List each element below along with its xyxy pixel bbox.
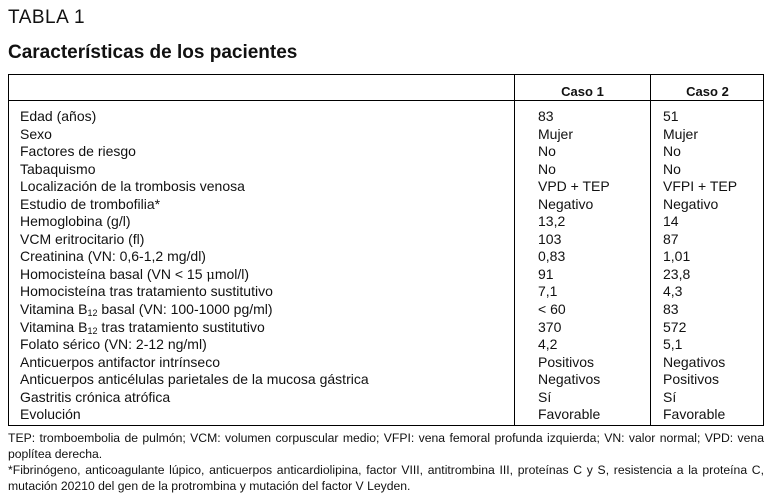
column-header-case1: Caso 1	[561, 84, 604, 99]
table-row	[9, 406, 763, 424]
table-row	[9, 108, 763, 126]
row-label: Homocisteína tras tratamiento sustitutivo	[20, 283, 273, 300]
case2-value: 1,01	[663, 248, 691, 265]
row-label: Edad (años)	[20, 108, 97, 124]
case2-value: 5,1	[663, 336, 683, 353]
table-label: TABLA 1	[8, 7, 86, 28]
row-label: Localización de la trombosis venosa	[20, 178, 245, 195]
table-row	[9, 319, 763, 337]
case2-value: No	[663, 160, 681, 177]
case1-value: Sí	[538, 388, 552, 405]
case2-value: 23,8	[663, 265, 691, 282]
case1-value: No	[538, 160, 556, 177]
case1-value: < 60	[538, 301, 566, 318]
table-row	[9, 371, 763, 389]
case2-value: 572	[663, 318, 687, 335]
patient-table	[8, 74, 764, 426]
case1-value: 370	[538, 318, 562, 335]
footnote-thrombophilia: *Fibrinógeno, anticoagulante lúpico, anticuerpos anticardiolipina, factor VIII, antitrombina III, proteínas C y S, resistencia a la proteína C, mutación 20210 del gen de la protrombina y mutación del factor V Leyden.	[8, 463, 764, 493]
table-row	[9, 178, 763, 196]
table-row	[9, 248, 763, 266]
case1-value: 103	[538, 230, 562, 247]
case2-value: VFPI + TEP	[663, 178, 738, 195]
case2-value: 4,3	[663, 283, 683, 300]
column-header-case2: Caso 2	[686, 84, 729, 99]
case2-value: Mujer	[663, 125, 699, 142]
row-label: Gastritis crónica atrófica	[20, 388, 171, 405]
row-label: Folato sérico (VN: 2-12 ng/ml)	[20, 336, 207, 353]
case1-value: Negativos	[538, 371, 601, 388]
table-body	[9, 108, 763, 424]
case2-value: Sí	[663, 388, 677, 405]
case1-value: 83	[538, 108, 554, 124]
row-label: Evolución	[20, 406, 81, 423]
case2-value: 83	[663, 301, 679, 318]
table-row	[9, 266, 763, 284]
row-label: Hemoglobina (g/l)	[20, 213, 131, 230]
table-row	[9, 231, 763, 249]
table-row	[9, 213, 763, 231]
row-label: Factores de riesgo	[20, 143, 136, 160]
table-row	[9, 126, 763, 144]
table-row	[9, 161, 763, 179]
row-label: Estudio de trombofilia*	[20, 195, 161, 212]
case1-value: Favorable	[538, 406, 601, 423]
row-label: Tabaquismo	[20, 160, 96, 177]
table-row	[9, 336, 763, 354]
case1-value: 0,83	[538, 248, 566, 265]
table-row	[9, 196, 763, 214]
case1-value: 7,1	[538, 283, 558, 300]
row-label: Vitamina $B_{12}$ basal (VN: 100-1000 pg/ml)	[20, 301, 273, 319]
row-label: Sexo	[20, 125, 52, 142]
table-row	[9, 283, 763, 301]
case2-value: Positivos	[663, 371, 720, 388]
case1-value: 4,2	[538, 336, 558, 353]
case2-value: Negativos	[663, 353, 726, 370]
case1-value: Positivos	[538, 353, 595, 370]
table-row	[9, 389, 763, 407]
case1-value: Mujer	[538, 125, 574, 142]
table-row	[9, 143, 763, 161]
case2-value: Favorable	[663, 406, 726, 423]
table-row	[9, 301, 763, 319]
row-label: Vitamina $B_{12}$ tras tratamiento sustitutivo	[20, 318, 265, 336]
case1-value: No	[538, 143, 556, 160]
case2-value: 87	[663, 230, 679, 247]
header-divider	[9, 100, 763, 101]
case1-value: VPD + TEP	[538, 178, 610, 195]
row-label: Creatinina (VN: 0,6-1,2 mg/dl)	[20, 248, 206, 265]
row-label: Homocisteína basal (VN < 15 μmol/l)	[20, 265, 250, 283]
footnote-abbreviations: TEP: tromboembolia de pulmón; VCM: volumen corpuscular medio; VFPI: vena femoral profunda izquierda; VN: valor normal; VPD: vena poplítea derecha.	[8, 431, 764, 461]
case2-value: Negativo	[663, 195, 719, 212]
table-row	[9, 354, 763, 372]
case1-value: Negativo	[538, 195, 594, 212]
row-label: Anticuerpos antifactor intrínseco	[20, 353, 220, 370]
table-footnotes	[8, 430, 764, 494]
case2-value: No	[663, 143, 681, 160]
row-label: Anticuerpos anticélulas parietales de la mucosa gástrica	[20, 371, 369, 388]
case1-value: 91	[538, 265, 554, 282]
case2-value: 51	[663, 108, 679, 124]
table-title: Características de los pacientes	[8, 42, 298, 63]
row-label: VCM eritrocitario (fl)	[20, 230, 145, 247]
case2-value: 14	[663, 213, 679, 230]
case1-value: 13,2	[538, 213, 566, 230]
